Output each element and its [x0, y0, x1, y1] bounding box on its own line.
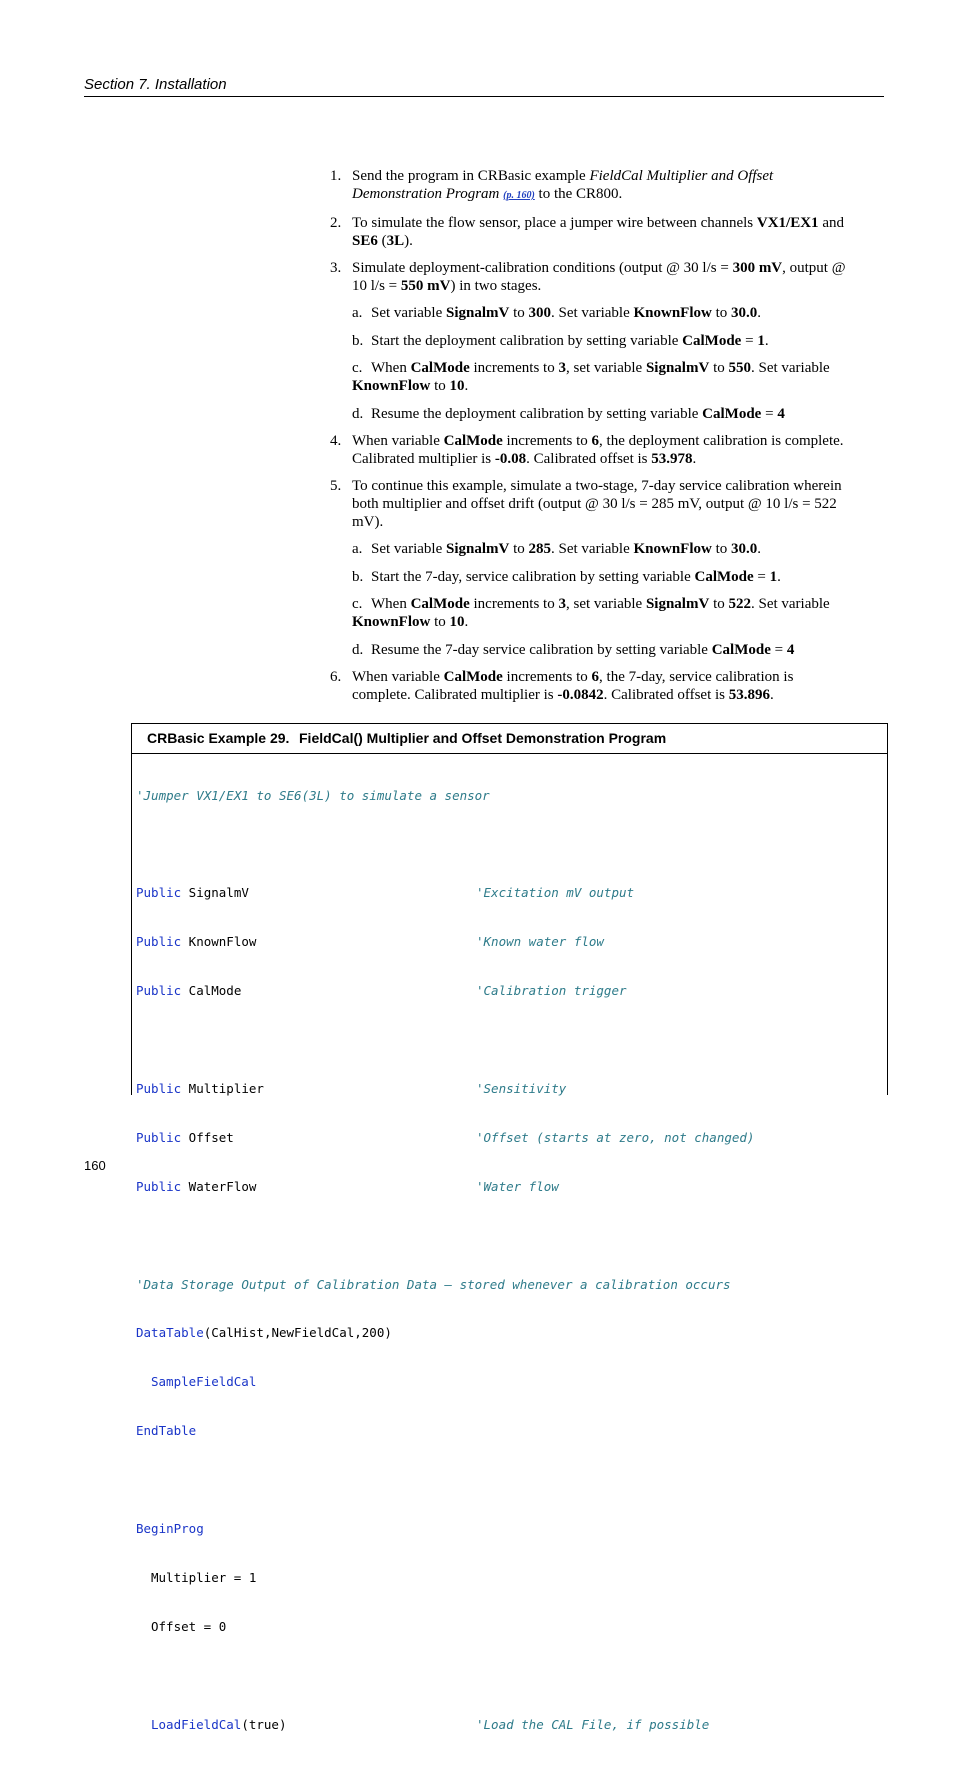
code-arguments: (true)	[241, 1716, 287, 1732]
bold-term: 550 mV	[400, 278, 451, 294]
substep-text: to	[509, 305, 529, 321]
bold-term: SignalmV	[645, 596, 710, 612]
code-line	[136, 1521, 887, 1537]
bold-term: SignalmV	[445, 305, 510, 321]
keyword: LoadFieldCal	[151, 1716, 242, 1732]
substep-5a	[330, 540, 850, 558]
bold-term: 1	[757, 332, 765, 349]
variable-name: KnownFlow	[181, 934, 257, 950]
code-arguments: (CalHist,NewFieldCal,200)	[203, 1325, 392, 1341]
code-statement: Multiplier = 1	[151, 1569, 257, 1585]
step-number: 2.	[330, 215, 342, 231]
bold-term: 53.978	[651, 451, 693, 467]
keyword: Public	[136, 983, 182, 999]
substep-text: =	[741, 332, 758, 349]
substep-5b	[330, 568, 850, 586]
code-line	[136, 1081, 887, 1097]
substep-text: , set variable	[565, 596, 646, 612]
keyword: BeginProg	[136, 1520, 204, 1536]
keyword: SampleFieldCal	[151, 1374, 257, 1390]
substep-text: .	[757, 541, 762, 557]
substep-text: to	[709, 596, 729, 612]
substep-letter: d.	[352, 641, 364, 658]
substep-text: Start the deployment calibration by setting variable	[371, 332, 683, 349]
substep-text: to	[509, 541, 529, 557]
code-line	[136, 1717, 887, 1733]
step-number: 1.	[330, 168, 342, 184]
substep-3d	[330, 405, 850, 423]
bold-term: CalMode	[682, 332, 742, 349]
bold-term: CalMode	[410, 360, 470, 376]
substep-letter: a.	[352, 305, 363, 321]
code-line	[136, 788, 887, 804]
substep-text: Set variable	[371, 541, 446, 557]
substep-text: . Set variable	[750, 360, 830, 376]
bold-term: 30.0	[731, 305, 758, 321]
code-comment: 'Load the CAL File, if possible	[476, 1716, 710, 1732]
substep-text: to	[430, 614, 450, 630]
bold-term: -0.0842	[557, 687, 604, 703]
code-comment: 'Water flow	[476, 1178, 559, 1194]
step-number: 3.	[330, 260, 342, 276]
step-text: Simulate deployment-calibration conditions (output @ 30 l/s =	[352, 260, 733, 276]
example-title-ref: FieldCal Multiplier and Offset Demonstration Program	[352, 168, 774, 202]
step-text: ).	[404, 233, 413, 249]
step-text: and	[818, 215, 844, 231]
substep-text: .	[777, 568, 781, 585]
substep-text: , set variable	[565, 360, 646, 376]
substep-text: to	[430, 378, 450, 394]
step-text: When variable	[352, 433, 444, 449]
bold-term: CalMode	[694, 568, 754, 585]
step-text: . Calibrated offset is	[526, 451, 652, 467]
step-text: When variable	[352, 669, 444, 685]
substep-letter: c.	[352, 596, 363, 612]
code-comment: 'Sensitivity	[476, 1080, 567, 1096]
code-comment: 'Calibration trigger	[476, 983, 627, 999]
step-2	[330, 214, 850, 250]
bold-term: 4	[777, 405, 785, 422]
variable-name: Multiplier	[181, 1080, 264, 1096]
code-line	[136, 983, 887, 999]
substep-text: =	[761, 405, 778, 422]
code-line-blank	[136, 1228, 887, 1244]
substep-letter: d.	[352, 405, 364, 422]
substep-letter: b.	[352, 332, 364, 349]
substep-3c	[330, 359, 850, 395]
step-6	[330, 668, 850, 704]
substep-5c	[330, 595, 850, 631]
bold-term: CalMode	[443, 669, 503, 685]
substep-text: to	[711, 541, 732, 557]
substep-text: =	[770, 641, 787, 658]
substep-text: .	[464, 614, 469, 630]
example-label: CRBasic Example 29.	[147, 730, 290, 746]
step-text: to the CR800.	[534, 186, 623, 202]
keyword: Public	[136, 1129, 182, 1145]
example-title: FieldCal() Multiplier and Offset Demonstration Program	[299, 730, 667, 746]
substep-letter: b.	[352, 568, 364, 585]
bold-term: 300 mV	[732, 260, 783, 276]
code-comment: 'Excitation mV output	[476, 885, 635, 901]
bold-term: KnownFlow	[352, 614, 431, 630]
code-line-blank	[136, 1032, 887, 1048]
step-1	[330, 167, 850, 205]
step-text: , the 7-day, service calibration is complete. Calibrated multiplier is	[352, 669, 794, 703]
bold-term: 30.0	[731, 541, 758, 557]
substep-text: to	[711, 305, 732, 321]
step-text: increments to	[502, 669, 592, 685]
bold-term: 522	[728, 596, 751, 612]
code-line	[136, 1423, 887, 1439]
bold-term: 1	[769, 568, 778, 585]
substep-text: increments to	[469, 596, 559, 612]
substep-text: When	[371, 596, 411, 612]
step-text: To simulate the flow sensor, place a jumper wire between channels	[352, 215, 757, 231]
bold-term: KnownFlow	[352, 378, 431, 394]
step-number: 4.	[330, 433, 342, 449]
substep-text: to	[709, 360, 729, 376]
substep-text: =	[753, 568, 770, 585]
keyword: Public	[136, 934, 182, 950]
substep-3b	[330, 332, 850, 350]
step-text: To continue this example, simulate a two-stage, 7-day service calibration wherein both multiplier and offset drift (output @ 30 l/s = 285 mV, output @ 10 l/s = 522 mV).	[352, 478, 842, 530]
code-line	[136, 1374, 887, 1390]
bold-term: 550	[728, 360, 751, 376]
substep-3a	[330, 304, 850, 322]
step-text: ) in two stages.	[450, 278, 542, 294]
keyword: DataTable	[136, 1325, 204, 1341]
code-statement: Offset = 0	[151, 1618, 227, 1634]
bold-term: SignalmV	[645, 360, 710, 376]
substep-5d	[330, 641, 850, 659]
substep-text: increments to	[469, 360, 559, 376]
step-text: Send the program in CRBasic example	[352, 168, 590, 184]
page-number: 160	[84, 1158, 106, 1173]
code-line	[136, 1619, 887, 1635]
code-line	[136, 885, 887, 901]
step-text: . Calibrated offset is	[603, 687, 729, 703]
step-3	[330, 259, 850, 295]
step-text: , output @ 10 l/s =	[352, 260, 846, 294]
code-comment: 'Offset (starts at zero, not changed)	[476, 1129, 755, 1145]
variable-name: CalMode	[181, 983, 242, 999]
section-title: Section 7. Installation	[84, 76, 227, 93]
substep-text: .	[757, 305, 762, 321]
bold-term: SignalmV	[445, 541, 510, 557]
bold-term: 300	[528, 305, 552, 321]
bold-term: 4	[786, 641, 795, 658]
code-line-blank	[136, 836, 887, 852]
bold-term: 53.896	[728, 687, 770, 703]
code-comment: 'Data Storage Output of Calibration Data – stored whenever a calibration occurs	[136, 1276, 731, 1292]
bold-term: KnownFlow	[633, 305, 712, 321]
code-comment: 'Jumper VX1/EX1 to SE6(3L) to simulate a sensor	[136, 787, 490, 803]
bold-term: VX1/EX1	[756, 215, 819, 231]
code-comment: 'Known water flow	[476, 934, 604, 950]
bold-term: CalMode	[410, 596, 470, 612]
keyword: Public	[136, 1080, 182, 1096]
page-cross-reference-link[interactable]: (p. 160)	[503, 190, 535, 201]
step-text: .	[770, 687, 774, 703]
substep-text: . Set variable	[551, 541, 634, 557]
variable-name: WaterFlow	[181, 1178, 257, 1194]
variable-name: Offset	[181, 1129, 234, 1145]
substep-text: .	[464, 378, 469, 394]
keyword: Public	[136, 885, 182, 901]
substep-text: Start the 7-day, service calibration by setting variable	[371, 568, 695, 585]
code-line-blank	[136, 1472, 887, 1488]
bold-term: -0.08	[494, 451, 527, 467]
code-line	[136, 1179, 887, 1195]
bold-term: 3	[558, 360, 566, 376]
procedure-steps	[330, 167, 850, 713]
bold-term: KnownFlow	[633, 541, 712, 557]
keyword: Public	[136, 1178, 182, 1194]
code-example-box	[131, 723, 888, 1732]
substep-text: Resume the 7-day service calibration by setting variable	[371, 641, 712, 658]
bold-term: 3L	[386, 233, 405, 249]
substep-text: .	[764, 332, 769, 349]
substep-text: . Set variable	[551, 305, 634, 321]
code-line	[136, 1325, 887, 1341]
code-line-blank	[136, 1668, 887, 1684]
code-listing	[132, 754, 887, 1765]
bold-term: 10	[449, 614, 465, 630]
bold-term: CalMode	[711, 641, 771, 658]
code-line	[136, 1277, 887, 1293]
bold-term: 3	[558, 596, 566, 612]
code-example-title	[132, 724, 887, 754]
substep-text: Set variable	[371, 305, 446, 321]
code-line	[136, 1570, 887, 1586]
step-5	[330, 477, 850, 531]
code-line	[136, 1130, 887, 1146]
step-text: , the deployment calibration is complete. Calibrated multiplier is	[352, 433, 844, 467]
step-number: 6.	[330, 669, 342, 685]
bold-term: 285	[528, 541, 552, 557]
bold-term: SE6	[352, 233, 378, 249]
bold-term: CalMode	[702, 405, 762, 422]
step-4	[330, 432, 850, 468]
substep-letter: c.	[352, 360, 363, 376]
substep-text: When	[371, 360, 411, 376]
substep-text: . Set variable	[750, 596, 830, 612]
bold-term: 6	[591, 433, 600, 449]
substep-letter: a.	[352, 541, 363, 557]
step-number: 5.	[330, 478, 342, 494]
step-text: (	[377, 233, 387, 249]
step-text: .	[692, 451, 697, 467]
variable-name: SignalmV	[181, 885, 249, 901]
keyword: EndTable	[136, 1423, 197, 1439]
substep-text: Resume the deployment calibration by setting variable	[371, 405, 703, 422]
section-header	[84, 76, 884, 97]
step-text: increments to	[502, 433, 592, 449]
bold-term: CalMode	[443, 433, 503, 449]
code-line	[136, 934, 887, 950]
bold-term: 10	[449, 378, 465, 394]
bold-term: 6	[591, 669, 600, 685]
